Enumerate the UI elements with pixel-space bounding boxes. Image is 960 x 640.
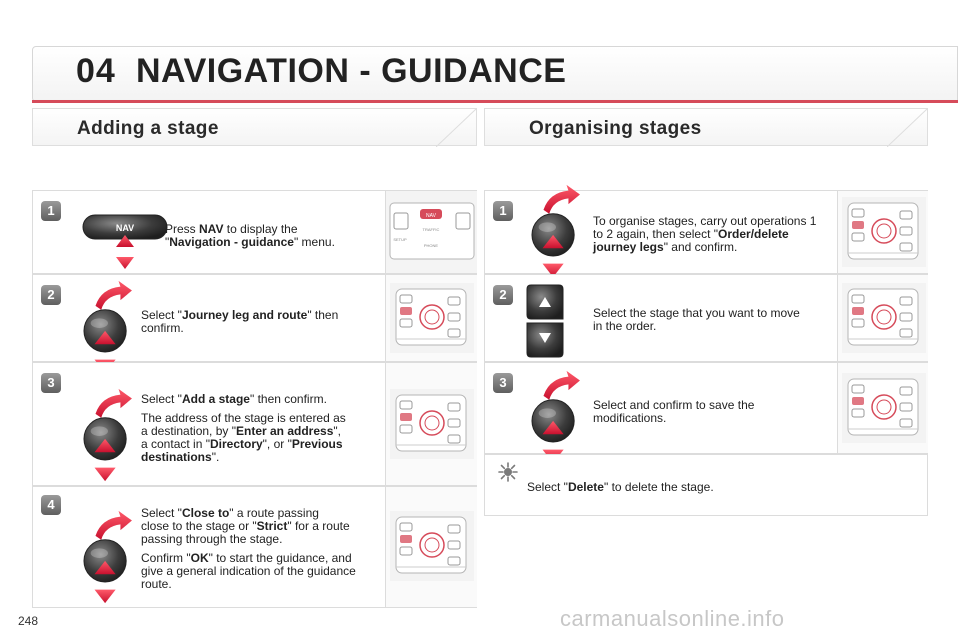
up-down-buttons-icon [525,283,565,359]
tip-star-icon [497,461,519,483]
step-text [141,507,381,591]
step-row-add-4 [32,486,477,608]
header-corner-decoration [436,109,476,147]
step-badge: 2 [493,285,513,305]
step-text: To organise stages, carry out operations 1 to 2 again, then select "Order/delete journey legs" and confirm. [593,214,817,254]
step-badge: 1 [493,201,513,221]
tip-row-delete-stage [484,454,928,516]
section-title: Organising stages [529,118,702,139]
section-title: Adding a stage [77,118,219,139]
rotary-knob-icon [75,387,139,483]
step-text [141,393,381,464]
chapter-number: 04 [76,52,116,90]
line-1: "Navigation - guidance" menu. [165,235,335,249]
step-row-add-1 [32,190,477,274]
para-2: Confirm "OK" to start the guidance, and give a general indication of the guidance route. [141,551,356,591]
console-thumbnail [385,275,477,361]
svg-text:TRAFFIC: TRAFFIC [422,227,440,232]
tip-text: Select "Delete" to delete the stage. [527,480,714,494]
step-badge: 3 [41,373,61,393]
para-1: Select "Close to" a route passing close to the stage or "Strict" for a route passing through the stage. [141,506,350,546]
step-row-organise-3 [484,362,928,454]
para-2: The address of the stage is entered as a destination, by "Enter an address", a contact in "Directory", or "Previous destinations". [141,411,346,464]
nav-button-illustration [81,211,169,269]
watermark: carmanualsonline.info [560,606,785,631]
step-text [141,309,381,335]
step-row-organise-2 [484,274,928,362]
step-badge: 3 [493,373,513,393]
step-badge: 4 [41,495,61,515]
step-text: Select and confirm to save the modifications. [593,398,755,425]
step-row-organise-1 [484,190,928,274]
rotary-knob-icon [523,369,587,465]
chapter-title: NAVIGATION - GUIDANCE [136,52,567,90]
svg-text:NAV: NAV [426,213,436,219]
console-thumbnail [385,363,477,485]
line-0: Press NAV to display the [165,222,298,236]
page-number: 248 [18,614,39,628]
rotary-knob-icon [75,509,139,605]
console-thumbnail [837,275,928,361]
para-1: Select "Add a stage" then confirm. [141,392,327,406]
step-row-add-3 [32,362,477,486]
svg-text:PHONE: PHONE [423,243,439,248]
section-header-organising-stages [484,108,928,146]
section-header-adding-stage [32,108,477,146]
console-thumbnail [385,487,477,607]
rotary-knob-icon [523,183,587,279]
step-badge: 1 [41,201,61,221]
console-thumbnail [385,191,477,273]
line-1: confirm. [141,321,184,335]
svg-text:SETUP: SETUP [393,237,407,242]
header-corner-decoration [887,109,927,147]
step-text [165,223,405,249]
line-0: Select "Journey leg and route" then [141,308,339,322]
header-accent-line [32,100,958,103]
console-thumbnail [837,363,928,453]
nav-button-label: NAV [115,223,135,233]
rotary-knob-icon [75,279,139,375]
console-thumbnail [837,191,928,273]
step-row-add-2 [32,274,477,362]
step-text: Select the stage that you want to move in the order. [593,306,800,333]
step-badge: 2 [41,285,61,305]
